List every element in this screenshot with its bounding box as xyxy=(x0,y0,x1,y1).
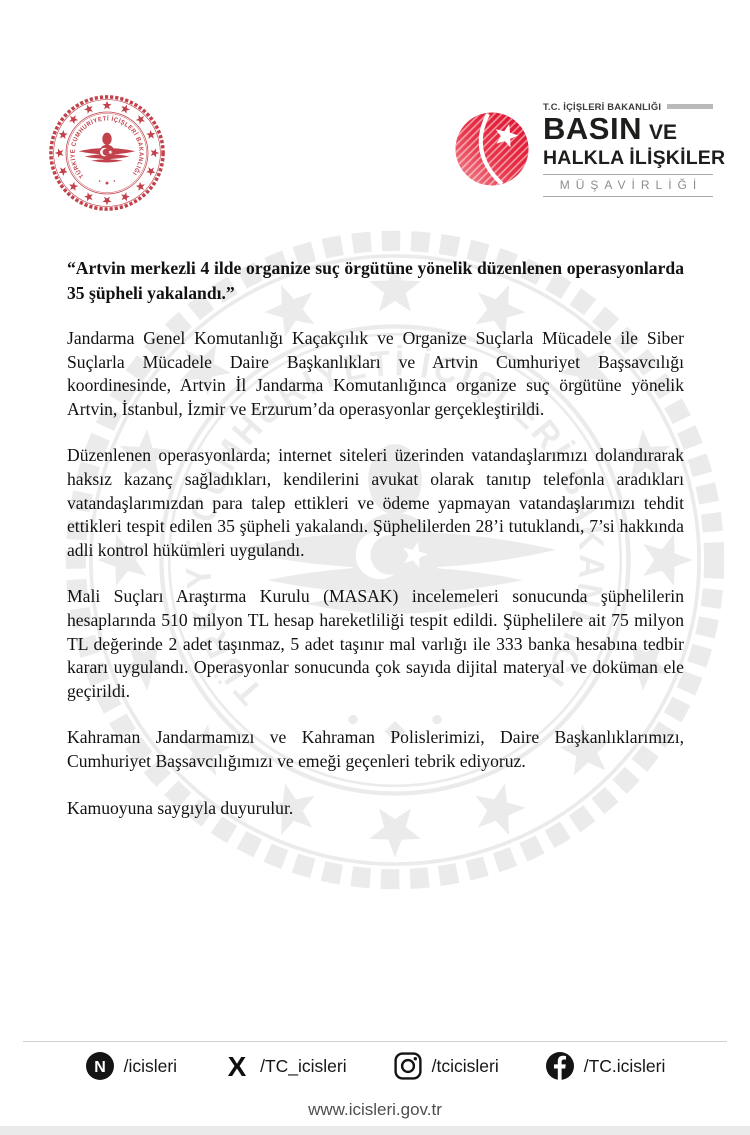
x-icon xyxy=(223,1052,251,1080)
title-word-basin: BASIN xyxy=(543,111,642,146)
paragraph-5: Kamuoyuna saygıyla duyurulur. xyxy=(67,797,294,818)
press-office-logo xyxy=(453,101,726,197)
social-link-nsosyal[interactable] xyxy=(85,1051,177,1081)
website-url[interactable]: www.icisleri.gov.tr xyxy=(308,1100,442,1119)
red-globe-star-icon xyxy=(453,110,531,188)
svg-text:X: X xyxy=(227,1052,247,1080)
facebook-icon xyxy=(545,1051,575,1081)
footer-divider xyxy=(23,1041,727,1042)
social-link-instagram[interactable] xyxy=(393,1051,499,1081)
paragraph-1: Jandarma Genel Komutanlığı Kaçakçılık ve Organize Suçlarla Mücadele ile Siber Suçlarla Mücadele Daire Başkanlıkları ve Artvin Cumhuriyet Başsavcılığı koordinesinde, Artvin İl Jandarma Komutanlığınca organize suç örgütüne yönelik Artvin, İstanbul, İzmir ve Erzurum’da operasyonlar gerçekleştirildi. xyxy=(67,328,684,419)
title-word-ve: VE xyxy=(648,121,677,144)
social-link-x[interactable] xyxy=(223,1052,347,1080)
bottom-band xyxy=(0,1126,750,1135)
nsosyal-icon xyxy=(85,1051,115,1081)
paragraph-4: Kahraman Jandarmamızı ve Kahraman Polislerimizi, Daire Başkanlıklarımızı, Cumhuriyet Başsavcılığımızı ve emeği geçenleri tebrik ediyoruz. xyxy=(67,727,684,771)
ministry-name-label: T.C. İÇİŞLERİ BAKANLIĞI xyxy=(543,101,662,112)
paragraph-2: Düzenlenen operasyonlarda; internet siteleri üzerinden vatandaşlarımızı dolandırarak haksız kazanç sağladıkları, kendilerini avukat olarak tanıtıp telefonla aradıkları vatandaşlarımızdan para talep ettikleri ve ödeme yapmayan vatandaşlarımızı tehdit ettikleri tespit edilen 35 şüpheli yakalandı. Şüphelilerden 28’i tutuklandı, 7’si hakkında adli kontrol hükümleri uygulandı. xyxy=(67,445,684,560)
decorative-bar xyxy=(667,104,713,109)
press-release-title: “Artvin merkezli 4 ilde organize suç örgütüne yönelik düzenlenen operasyonlarda 35 şüpheli yakalandı.” xyxy=(67,258,684,303)
press-office-title xyxy=(543,113,713,145)
press-office-title-line2: HALKLA İLİŞKİLER xyxy=(543,147,726,169)
social-links-row xyxy=(0,1051,750,1081)
press-release-body xyxy=(67,256,684,843)
social-handle: /tcicisleri xyxy=(431,1055,499,1076)
svg-text:N: N xyxy=(93,1059,106,1076)
social-handle: /TC_icisleri xyxy=(260,1055,347,1076)
social-handle: /TC.icisleri xyxy=(583,1055,666,1076)
ministry-seal-emblem xyxy=(48,94,166,212)
press-office-subtitle: MÜŞAVİRLİĞİ xyxy=(543,174,713,197)
social-handle: /icisleri xyxy=(123,1055,178,1076)
social-link-facebook[interactable] xyxy=(545,1051,666,1081)
instagram-icon xyxy=(393,1051,423,1081)
paragraph-3: Mali Suçları Araştırma Kurulu (MASAK) incelemeleri sonucunda şüphelilerin hesaplarında 510 milyon TL hesap hareketliliği tespit edildi. Şüphelilere ait 75 milyon TL değerinde 2 adet taşınmaz, 5 adet taşınır mal varlığı ile 333 banka hesabına tedbir kararı uygulandı. Operasyonlar sonucunda çok sayıda dijital materyal ve doküman ele geçirildi. xyxy=(67,586,684,701)
